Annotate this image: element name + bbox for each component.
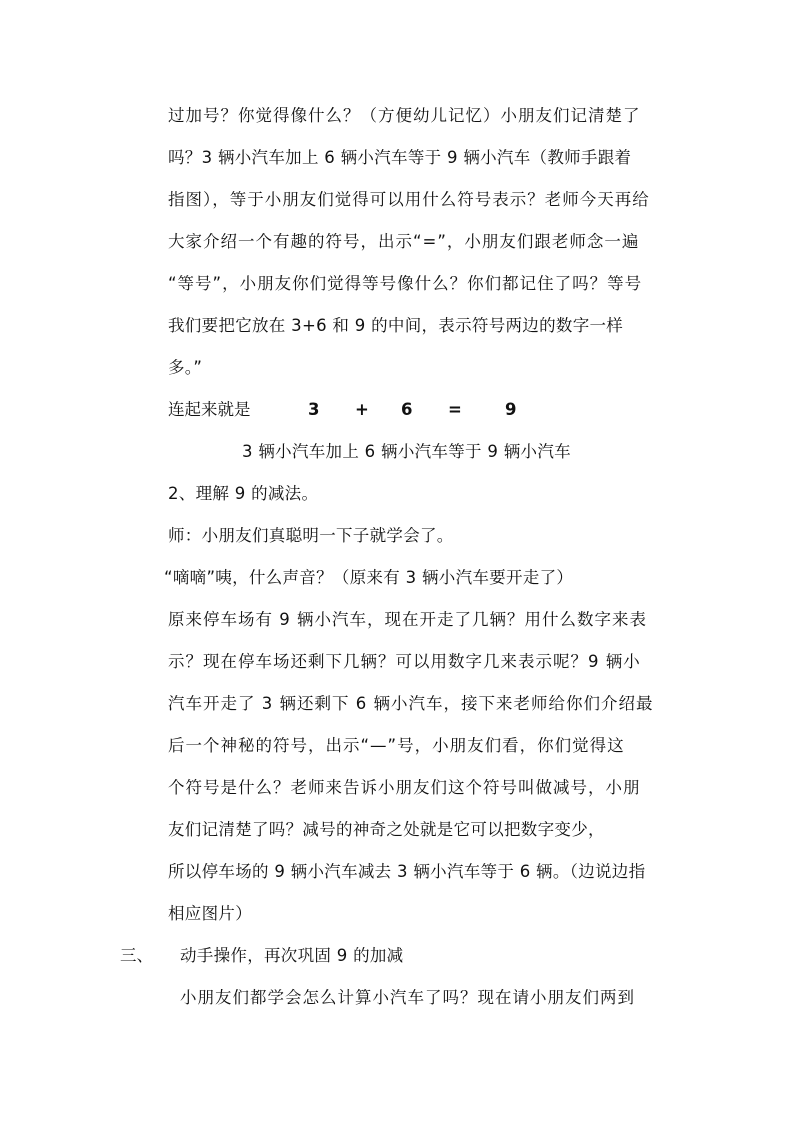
equation-operand-3: 3 bbox=[308, 400, 320, 419]
paragraph-line: 我们要把它放在 3+6 和 9 的中间，表示符号两边的数字一样 bbox=[168, 316, 624, 335]
paragraph-line: 个符号是什么？老师来告诉小朋友们这个符号叫做减号，小朋 bbox=[168, 778, 641, 797]
paragraph-line: 后一个神秘的符号，出示“—”号，小朋友们看，你们觉得这 bbox=[168, 736, 625, 755]
paragraph-line: 大家介绍一个有趣的符号，出示“=”，小朋友们跟老师念一遍 bbox=[168, 232, 640, 251]
paragraph-line: 原来停车场有 9 辆小汽车，现在开走了几辆？用什么数字来表 bbox=[168, 610, 647, 629]
paragraph-line: 吗？3 辆小汽车加上 6 辆小汽车等于 9 辆小汽车（教师手跟着 bbox=[168, 148, 632, 167]
subsection-heading: 2、理解 9 的减法。 bbox=[168, 484, 319, 503]
paragraph-line: 小朋友们都学会怎么计算小汽车了吗？现在请小朋友们两到 bbox=[180, 988, 635, 1007]
equation-result-9: 9 bbox=[505, 400, 517, 419]
paragraph-line: “嘀嘀”咦，什么声音？（原来有 3 辆小汽车要开走了） bbox=[164, 568, 574, 587]
paragraph-line: 师：小朋友们真聪明一下子就学会了。 bbox=[168, 526, 454, 545]
equation-label: 连起来就是 bbox=[168, 400, 251, 419]
equation-operand-6: 6 bbox=[401, 400, 413, 419]
paragraph-line: 相应图片） bbox=[168, 904, 252, 923]
equation-plus-sign: + bbox=[355, 400, 369, 419]
equation-equals-sign: = bbox=[448, 400, 462, 419]
paragraph-line: 示？现在停车场还剩下几辆？可以用数字几来表示呢？9 辆小 bbox=[168, 652, 641, 671]
paragraph-line: 多。” bbox=[168, 358, 203, 377]
equation-caption: 3 辆小汽车加上 6 辆小汽车等于 9 辆小汽车 bbox=[242, 442, 571, 461]
paragraph-line: “等号”，小朋友你们觉得等号像什么？你们都记住了吗？等号 bbox=[168, 274, 643, 293]
section-number: 三、 bbox=[120, 946, 153, 965]
paragraph-line: 过加号？你觉得像什么？（方便幼儿记忆）小朋友们记清楚了 bbox=[168, 106, 641, 125]
paragraph-line: 所以停车场的 9 辆小汽车减去 3 辆小汽车等于 6 辆。（边说边指 bbox=[168, 862, 646, 881]
paragraph-line: 汽车开走了 3 辆还剩下 6 辆小汽车，接下来老师给你们介绍最 bbox=[168, 694, 654, 713]
paragraph-line: 指图），等于小朋友们觉得可以用什么符号表示？老师今天再给 bbox=[168, 190, 650, 209]
section-title: 动手操作，再次巩固 9 的加减 bbox=[180, 946, 404, 965]
paragraph-line: 友们记清楚了吗？减号的神奇之处就是它可以把数字变少， bbox=[168, 820, 605, 839]
